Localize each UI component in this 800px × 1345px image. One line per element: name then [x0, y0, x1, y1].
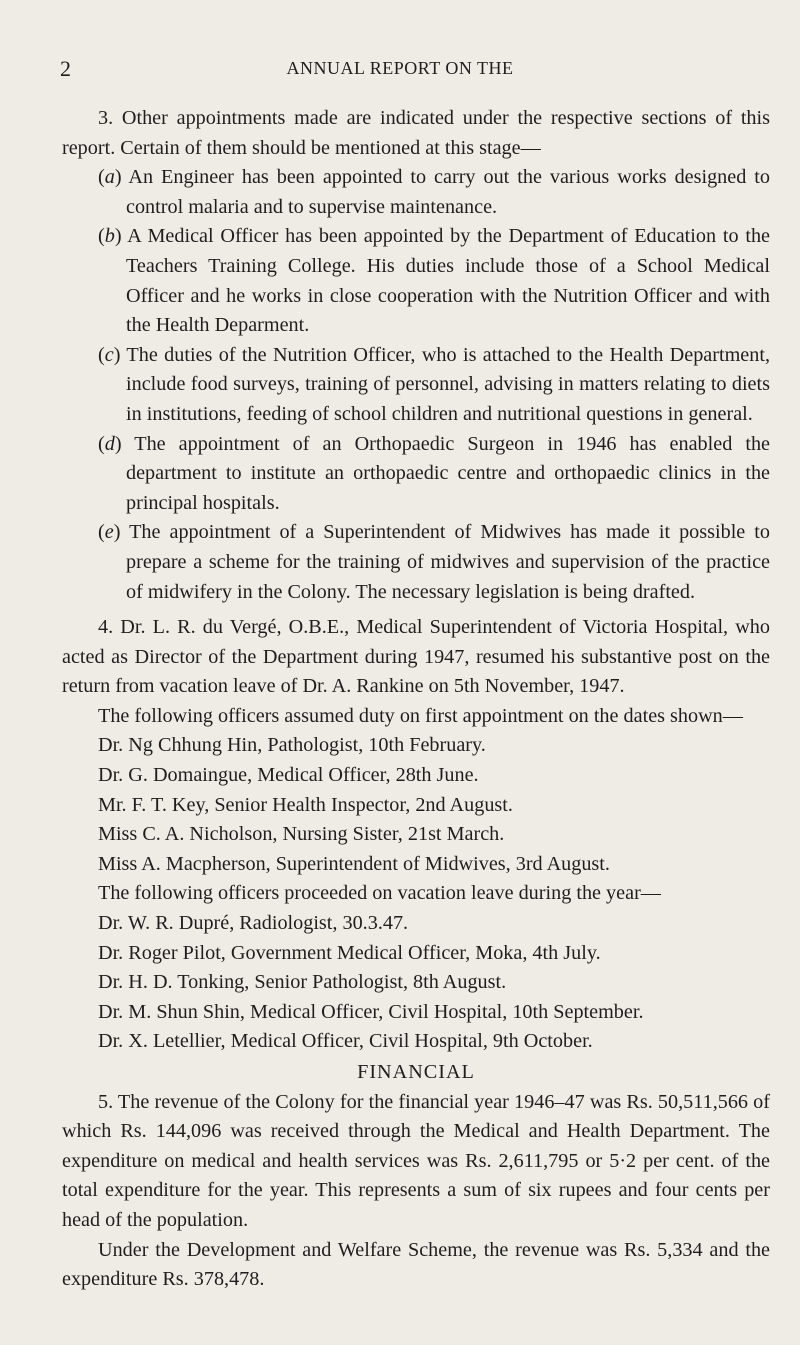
page-body: [62, 104, 770, 1295]
section-3-intro: 3. Other appointments made are indicated under the respective sections of this report. Certain of them should be mentioned at this stage—: [62, 107, 770, 159]
leave-entry: Dr. H. D. Tonking, Senior Pathologist, 8th August.: [98, 971, 507, 994]
appointment-entry: Miss C. A. Nicholson, Nursing Sister, 21st March.: [98, 823, 505, 846]
item-text: A Medical Officer has been appointed by the Department of Education to the Teachers Training College. His duties include those of a School Medical Officer and he works in close cooperation with the Nutrition Officer and with the Health Deparment.: [126, 225, 771, 337]
financial-paragraph-2: Under the Development and Welfare Scheme, the revenue was Rs. 5,334 and the expenditure Rs. 378,478.: [62, 1238, 770, 1291]
item-text: An Engineer has been appointed to carry out the various works designed to control malaria and to supervise maintenance.: [126, 166, 770, 218]
item-label: b: [104, 225, 115, 248]
list-item-b: (b) A Medical Officer has been appointed by the Department of Education to the Teachers Training College. His duties include those of a School Medical Officer and he works in close cooperation with the Nutrition Officer and with the Health Deparment.: [98, 225, 771, 337]
item-label: e: [104, 521, 114, 544]
running-head: ANNUAL REPORT ON THE: [286, 58, 514, 78]
appointments-intro: The following officers assumed duty on first appointment on the dates shown—: [98, 704, 743, 727]
appointment-entry: Dr. Ng Chhung Hin, Pathologist, 10th February.: [98, 734, 486, 757]
item-label: c: [104, 343, 114, 366]
section-4-paragraph: 4. Dr. L. R. du Vergé, O.B.E., Medical Superintendent of Victoria Hospital, who acted as Director of the Department during 1947, resumed his substantive post on the return from vacation leave of Dr. A. Rankine on 5th November, 1947.: [62, 616, 770, 698]
leave-intro: The following officers proceeded on vacation leave during the year—: [98, 882, 661, 905]
appointment-entry: Miss A. Macpherson, Superintendent of Midwives, 3rd August.: [98, 852, 610, 875]
appointment-entry: Dr. G. Domaingue, Medical Officer, 28th June.: [98, 764, 479, 787]
page-header: [0, 56, 800, 86]
leave-entry: Dr. X. Letellier, Medical Officer, Civil Hospital, 9th October.: [98, 1030, 593, 1053]
appointment-entry: Mr. F. T. Key, Senior Health Inspector, 2nd August.: [98, 793, 513, 816]
leave-entry: Dr. Roger Pilot, Government Medical Officer, Moka, 4th July.: [98, 941, 601, 964]
financial-paragraph-1: 5. The revenue of the Colony for the financial year 1946–47 was Rs. 50,511,566 of which Rs. 144,096 was received through the Medical and Health Department. The expenditure on medical and health services was Rs. 2,611,795 or 5·2 per cent. of the total expenditure for the year. This represents a sum of six rupees and four cents per head of the population.: [62, 1090, 770, 1231]
list-item-e: (e) The appointment of a Superintendent of Midwives has made it possible to prepare a scheme for the training of midwives and supervision of the practice of midwifery in the Colony. The necessary legislation is being drafted.: [98, 521, 770, 603]
leave-entry: Dr. W. R. Dupré, Radiologist, 30.3.47.: [98, 912, 409, 935]
item-text: The appointment of an Orthopaedic Surgeon in 1946 has enabled the department to institute an orthopaedic centre and orthopaedic clinics in the principal hospitals.: [126, 432, 770, 514]
item-label: d: [104, 432, 115, 455]
item-text: The duties of the Nutrition Officer, who is attached to the Health Department, include food surveys, training of personnel, advising in matters relating to diets in institutions, feeding of school children and nutritional questions in general.: [126, 343, 770, 425]
leave-entry: Dr. M. Shun Shin, Medical Officer, Civil Hospital, 10th September.: [98, 1000, 644, 1023]
list-item-a: (a) An Engineer has been appointed to carry out the various works designed to control malaria and to supervise maintenance.: [98, 166, 770, 218]
page-number: 2: [60, 56, 71, 81]
list-item-c: (c) The duties of the Nutrition Officer, who is attached to the Health Department, include food surveys, training of personnel, advising in matters relating to diets in institutions, feeding of school children and nutritional questions in general.: [98, 343, 770, 425]
item-label: a: [104, 166, 115, 189]
list-item-d: (d) The appointment of an Orthopaedic Surgeon in 1946 has enabled the department to institute an orthopaedic centre and orthopaedic clinics in the principal hospitals.: [98, 432, 770, 514]
item-text: The appointment of a Superintendent of Midwives has made it possible to prepare a scheme for the training of midwives and supervision of the practice of midwifery in the Colony. The necessary legislation is being drafted.: [126, 521, 770, 603]
financial-heading: FINANCIAL: [357, 1061, 475, 1083]
